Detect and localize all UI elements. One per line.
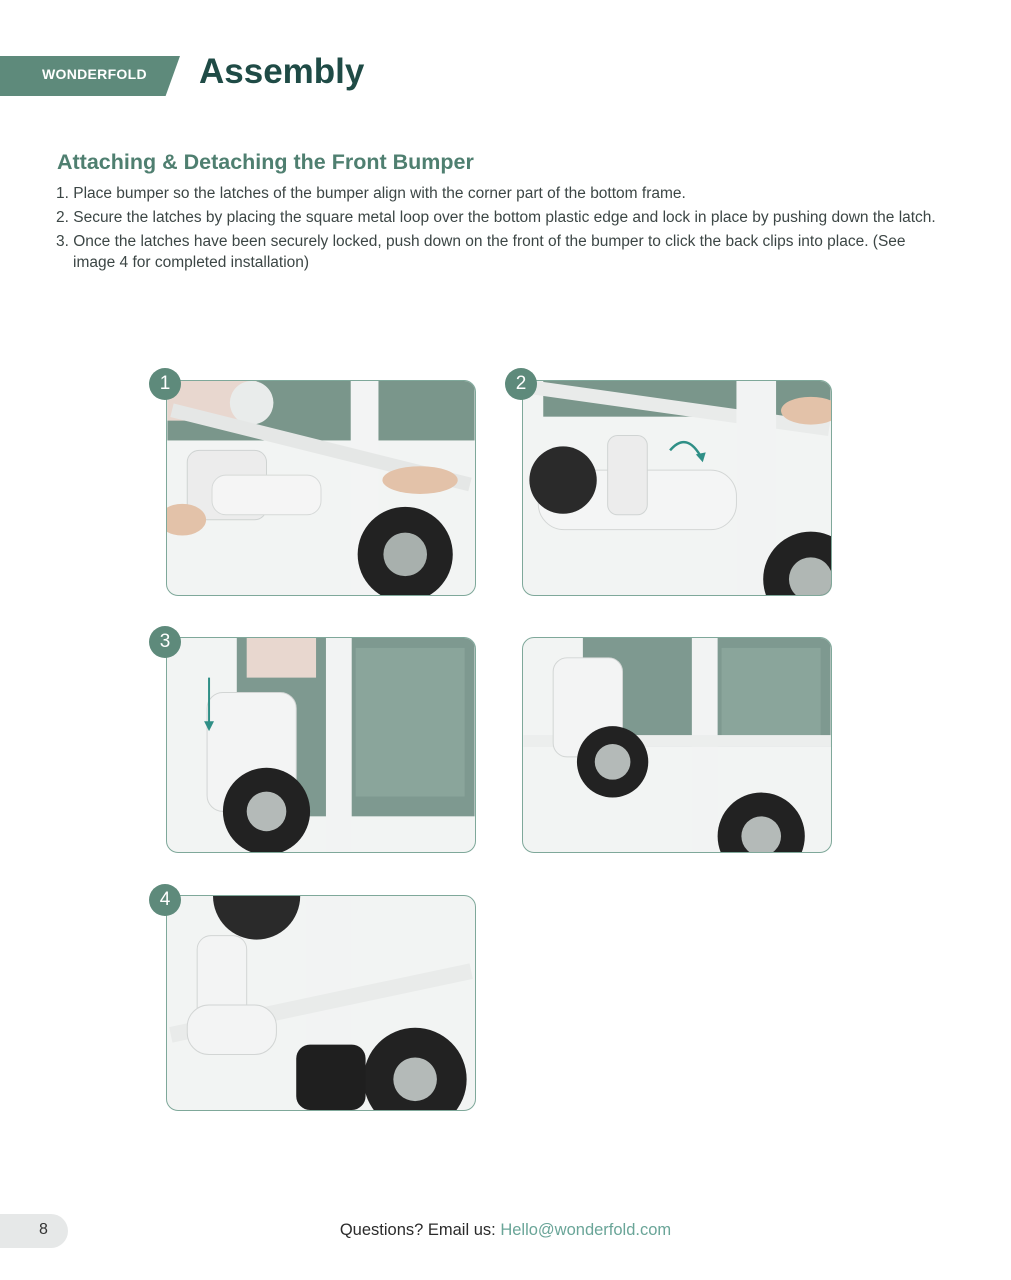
bumper-photo-1	[167, 381, 475, 595]
step-badge-4: 4	[149, 884, 181, 916]
page-number: 8	[39, 1221, 48, 1238]
bumper-photo-3-detail	[523, 638, 831, 852]
photo-step-1	[166, 380, 476, 596]
section-title: Attaching & Detaching the Front Bumper	[57, 150, 474, 174]
instruction-list	[56, 183, 936, 276]
bumper-photo-2	[523, 381, 831, 595]
photo-step-3	[166, 637, 476, 853]
bumper-photo-3	[167, 638, 475, 852]
instruction-step: 3. Once the latches have been securely locked, push down on the front of the bumper to click the back clips into place. (See image 4 for completed installation)	[56, 233, 906, 271]
photo-step-4	[166, 895, 476, 1111]
email-link[interactable]: Hello@wonderfold.com	[500, 1221, 672, 1239]
page-title: Assembly	[199, 52, 365, 91]
step-badge-2: 2	[505, 368, 537, 400]
footer-question: Questions? Email us:	[339, 1221, 501, 1239]
photo-step-3-detail	[522, 637, 832, 853]
brand-logo: WONDERFOLD	[42, 66, 147, 82]
step-badge-1: 1	[149, 368, 181, 400]
footer-contact	[0, 1221, 1011, 1240]
step-badge-3: 3	[149, 626, 181, 658]
instruction-step: 1. Place bumper so the latches of the bumper align with the corner part of the bottom frame.	[56, 185, 686, 202]
bumper-photo-4	[167, 896, 475, 1110]
instruction-step: 2. Secure the latches by placing the square metal loop over the bottom plastic edge and lock in place by pushing down the latch.	[56, 209, 936, 226]
photo-step-2	[522, 380, 832, 596]
